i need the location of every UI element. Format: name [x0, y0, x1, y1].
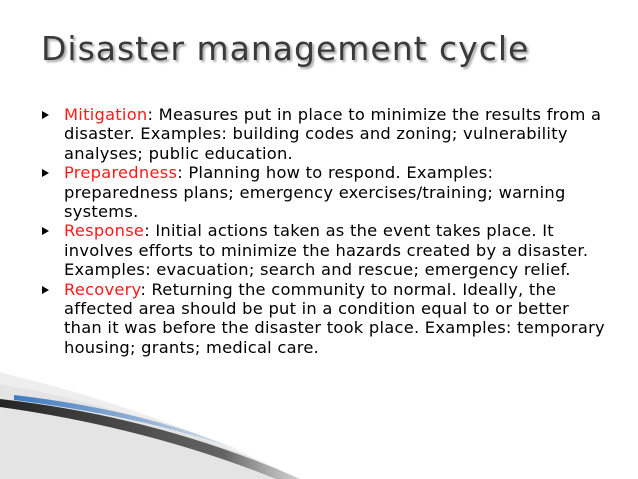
triangle-right-icon	[42, 111, 49, 119]
term-response: Response	[64, 221, 145, 241]
bullet-text: : Initial actions taken as the event takes place. It involves efforts to minimize the hazards created by a disaster. Examples: evacuation; search and rescue; emergency relief.	[64, 221, 589, 280]
bullet-text: : Returning the community to normal. Ideally, the affected area should be put in a condition equal to or better than it was before the disaster took place. Examples: temporary housing; grants; medical care.	[64, 279, 605, 357]
bullet-preparedness	[42, 163, 607, 221]
bullet-mitigation	[42, 105, 607, 163]
bullet-recovery	[42, 280, 607, 358]
term-mitigation: Mitigation	[64, 105, 148, 124]
term-recovery: Recovery	[64, 279, 141, 299]
bullet-response	[42, 221, 607, 279]
bullet-text: : Measures put in place to minimize the results from a disaster. Examples: building codes and zoning; vulnerability analyses; public education.	[64, 105, 602, 163]
bullet-text: : Planning how to respond. Examples: preparedness plans; emergency exercises/training; warning systems.	[64, 163, 566, 222]
triangle-right-icon	[42, 286, 49, 294]
slide-title: Disaster management cycle	[41, 29, 530, 68]
term-preparedness: Preparedness	[64, 163, 178, 183]
triangle-right-icon	[42, 227, 49, 235]
bullet-list	[42, 105, 607, 357]
triangle-right-icon	[42, 169, 49, 177]
